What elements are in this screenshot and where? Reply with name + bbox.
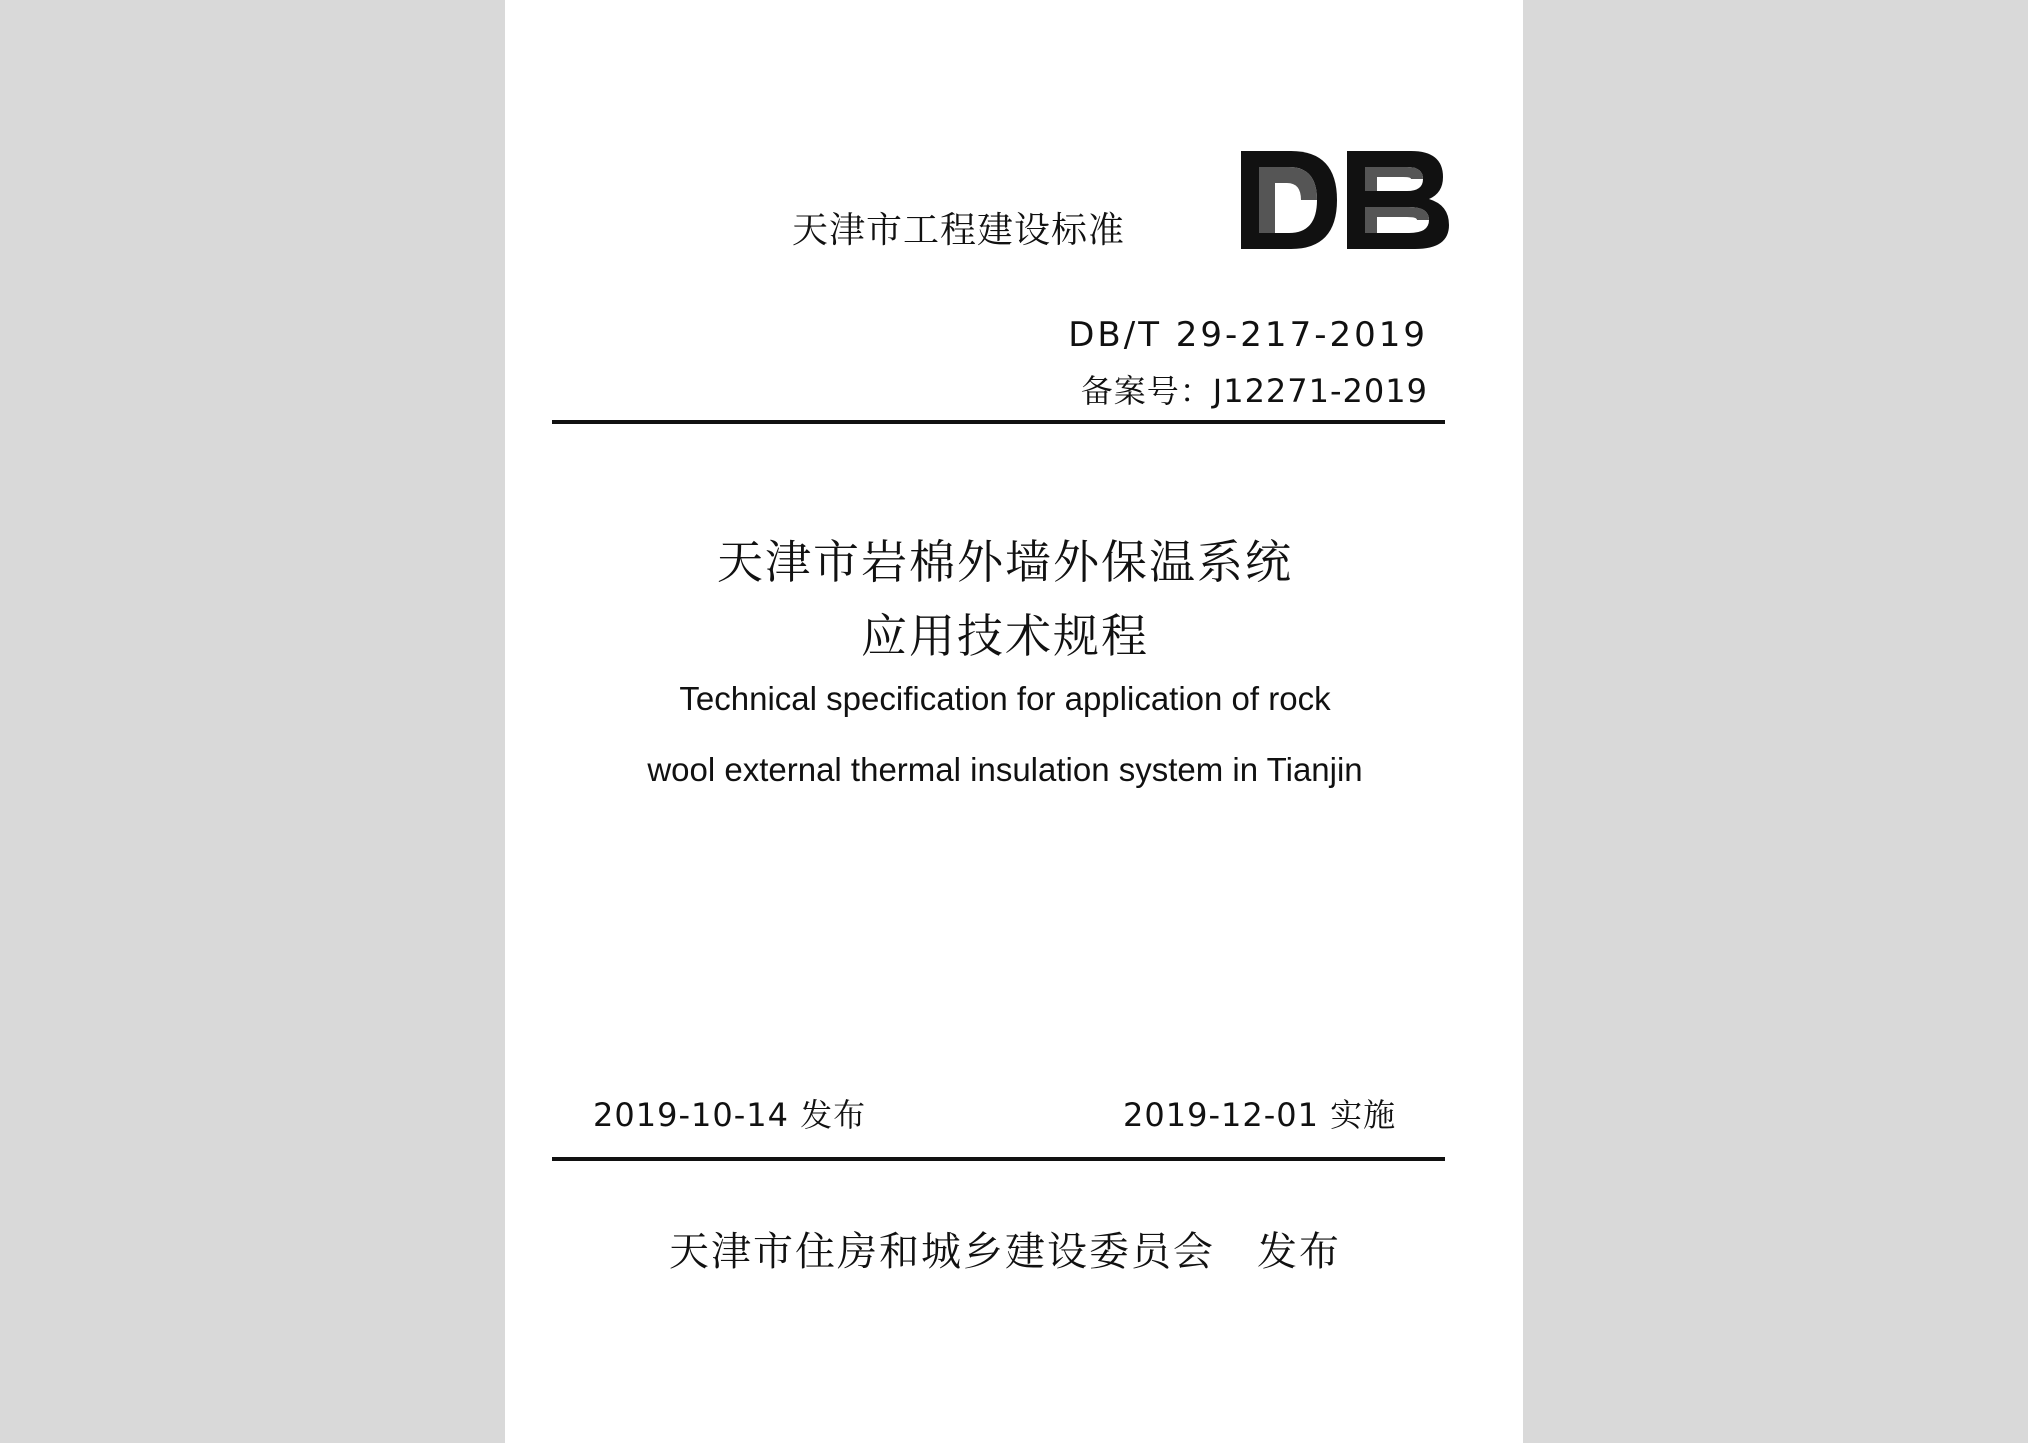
title-cn-line2: 应用技术规程	[861, 609, 1149, 663]
title-en-line2: wool external thermal insulation system in Tianjin	[647, 751, 1363, 788]
issuer: 天津市住房和城乡建设委员会 发布	[669, 1229, 1341, 1275]
title-cn-line1: 天津市岩棉外墙外保温系统	[717, 535, 1293, 589]
document-cover	[505, 0, 1523, 1443]
title-en-line1: Technical specification for application of rock	[679, 680, 1331, 717]
implement-date: 2019-12-01 实施	[1123, 1096, 1397, 1134]
bottom-divider	[552, 1157, 1445, 1161]
record-number: 备案号：J12271-2019	[1080, 372, 1428, 410]
db-logo	[1239, 147, 1451, 253]
release-date: 2019-10-14 发布	[593, 1096, 867, 1134]
standard-code: DB/T 29-217-2019	[1068, 315, 1428, 355]
standard-series-label: 天津市工程建设标准	[792, 210, 1126, 251]
top-divider	[552, 420, 1445, 424]
